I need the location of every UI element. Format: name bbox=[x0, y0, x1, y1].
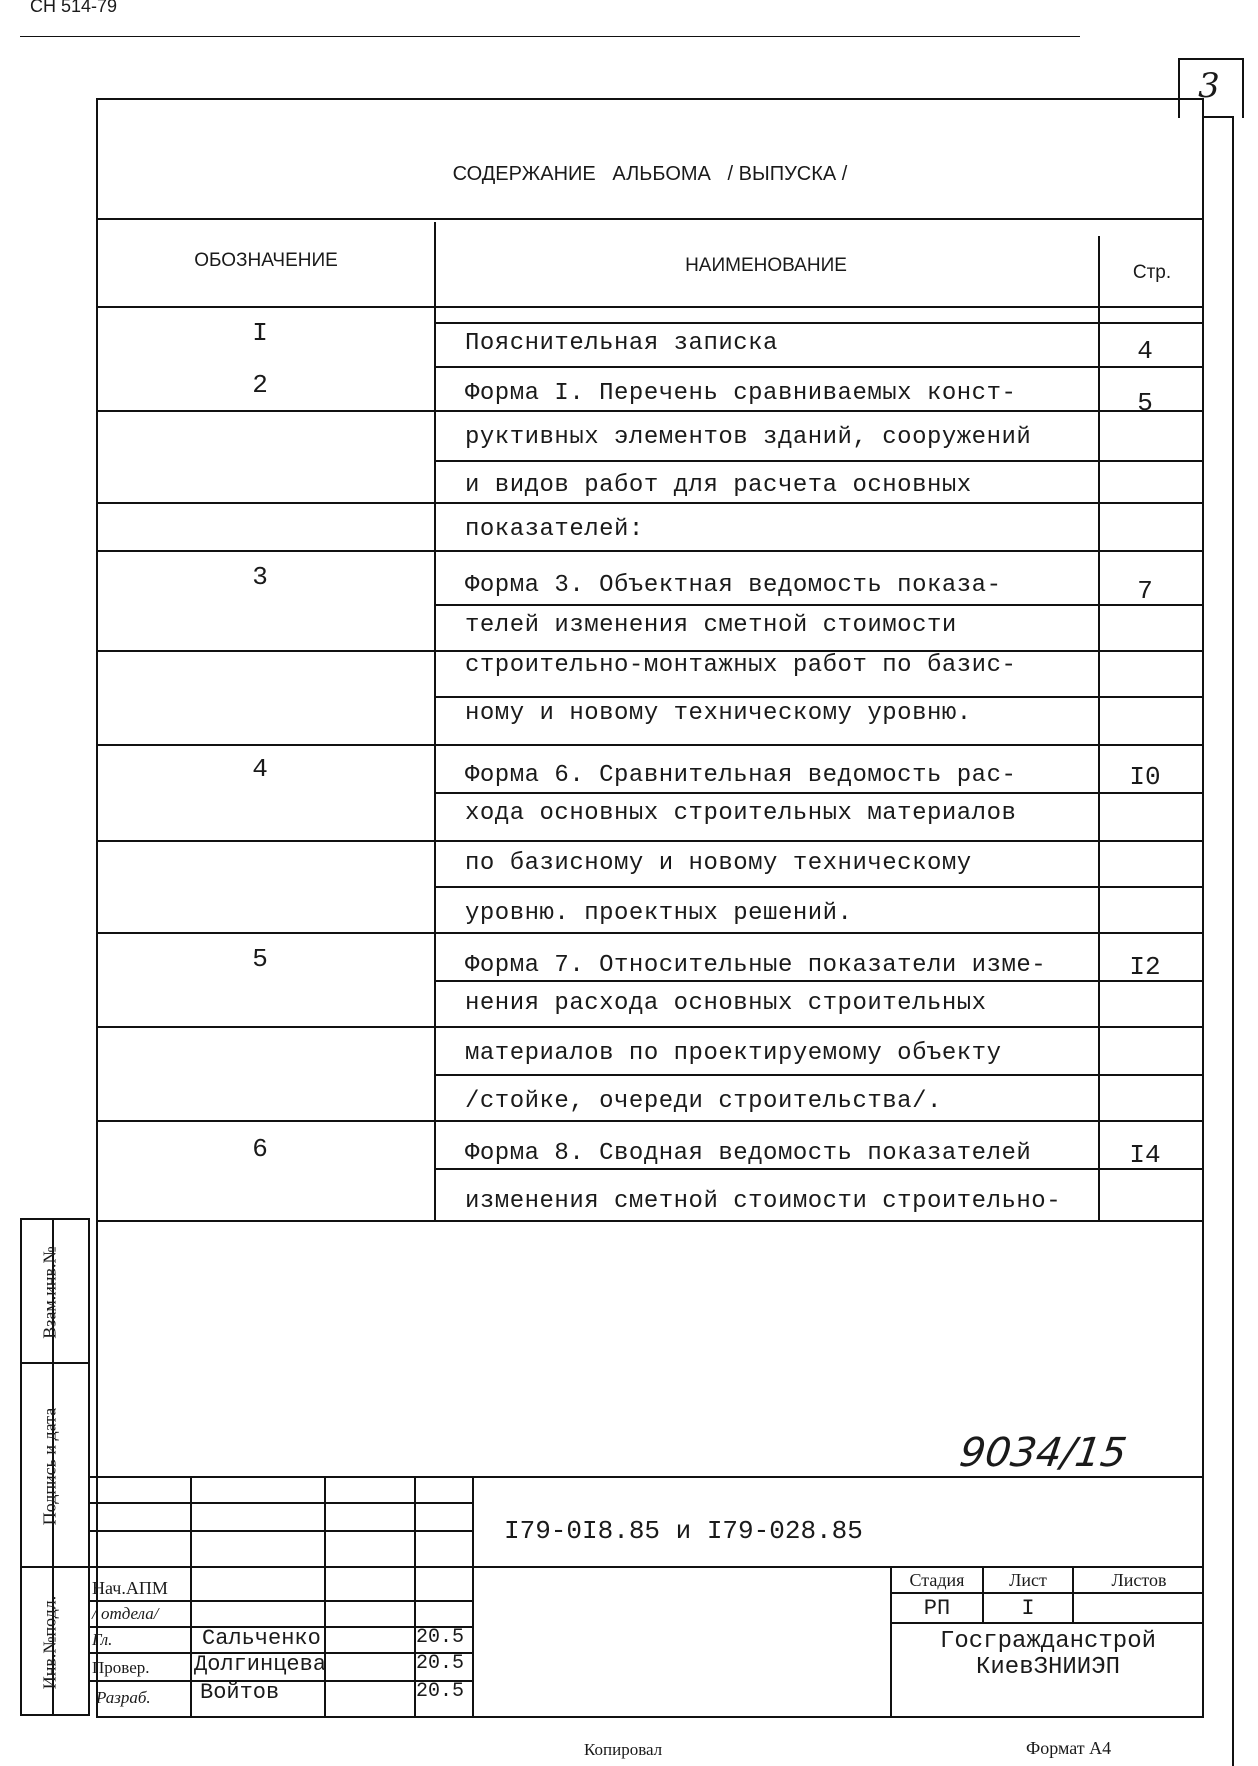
stamp-doc-number: I79-0I8.85 и I79-028.85 bbox=[504, 1516, 863, 1546]
stamp-name: Сальченко bbox=[202, 1626, 321, 1651]
entry-line: материалов по проектируемому объекту bbox=[465, 1040, 1002, 1067]
entry-line: строительно-монтажных работ по базис- bbox=[465, 652, 1017, 679]
row-line bbox=[96, 550, 1204, 552]
entry-number: 2 bbox=[252, 370, 268, 400]
row-line bbox=[436, 1168, 1204, 1170]
stamp-date: 20.5 bbox=[416, 1680, 465, 1703]
margin-divider bbox=[20, 1566, 90, 1568]
entry-number: 6 bbox=[252, 1134, 268, 1164]
entry-line: изменения сметной стоимости строительно- bbox=[465, 1188, 1062, 1215]
stamp-role: / отдела/ bbox=[92, 1604, 159, 1623]
title-underline bbox=[96, 218, 1204, 220]
stamp-right-line bbox=[890, 1592, 1204, 1594]
stamp-name: Долгинцева bbox=[194, 1652, 327, 1677]
side-label-podpis: Подпись и дата bbox=[39, 1407, 60, 1526]
stamp-organization-line: КиевЗНИИЭП bbox=[975, 1654, 1121, 1681]
col-divider-1 bbox=[434, 222, 436, 1222]
footer-format: Формат А4 bbox=[1026, 1738, 1112, 1758]
entry-page: I2 bbox=[1129, 952, 1161, 982]
entry-line: по базисному и новому техническому bbox=[465, 850, 972, 877]
stamp-sheet-value: I bbox=[1021, 1596, 1035, 1621]
header-bottom-2 bbox=[436, 322, 1204, 324]
entry-line: показателей: bbox=[465, 516, 644, 543]
stamp-header-sheet: Лист bbox=[1009, 1570, 1047, 1590]
row-line bbox=[96, 502, 1204, 504]
frame-top-right bbox=[1204, 116, 1234, 118]
row-line bbox=[436, 460, 1204, 462]
frame-outer-right bbox=[1232, 116, 1234, 1766]
stamp-role: Провер. bbox=[92, 1658, 150, 1677]
entry-line: руктивных элементов зданий, сооружений bbox=[465, 424, 1032, 451]
stamp-header-stage: Стадия bbox=[909, 1570, 965, 1590]
stamp-col bbox=[190, 1476, 192, 1718]
entry-page: 7 bbox=[1137, 576, 1153, 606]
stamp-col bbox=[472, 1476, 474, 1718]
stamp-stage-value: РП bbox=[923, 1596, 951, 1621]
entry-line: хода основных строительных материалов bbox=[465, 800, 1017, 827]
entry-line: и видов работ для расчета основных bbox=[465, 472, 972, 499]
row-line bbox=[96, 932, 1204, 934]
top-rule bbox=[20, 36, 1080, 37]
stamp-right-line bbox=[890, 1622, 1204, 1624]
entry-number: I bbox=[252, 318, 268, 348]
stamp-organization-line: Госгражданстрой bbox=[939, 1628, 1157, 1655]
footer-copied: Копировал bbox=[584, 1740, 663, 1759]
header-page: Стр. bbox=[1132, 262, 1172, 283]
entry-page: 4 bbox=[1137, 336, 1153, 366]
entry-line: Форма 7. Относительные показатели изме- bbox=[465, 952, 1047, 979]
side-label-vzam: Взам.инв.№ bbox=[39, 1246, 60, 1339]
page-mark: 3 bbox=[1198, 66, 1220, 106]
side-label-inv: Инв.№подл. bbox=[39, 1595, 60, 1690]
header-designation: ОБОЗНАЧЕНИЕ bbox=[194, 250, 338, 271]
stamp-top bbox=[88, 1476, 1204, 1478]
table-bottom bbox=[96, 1220, 1204, 1222]
row-line bbox=[436, 1074, 1204, 1076]
entry-line: /стойке, очереди строительства/. bbox=[465, 1088, 942, 1115]
stamp-header-sheets: Листов bbox=[1111, 1570, 1167, 1590]
header-bottom bbox=[96, 306, 1204, 308]
stamp-row-line bbox=[88, 1530, 474, 1532]
stamp-name: Войтов bbox=[200, 1680, 280, 1705]
row-line bbox=[96, 1120, 1204, 1122]
stamp-date: 20.5 bbox=[416, 1652, 465, 1675]
entry-page: I0 bbox=[1129, 762, 1161, 792]
row-line bbox=[436, 696, 1204, 698]
handwritten-number: 9034/15 bbox=[956, 1430, 1130, 1476]
row-line bbox=[436, 886, 1204, 888]
entry-number: 3 bbox=[252, 562, 268, 592]
entry-line: телей изменения сметной стоимости bbox=[465, 612, 957, 639]
entry-line: Форма I. Перечень сравниваемых конст- bbox=[465, 380, 1017, 407]
entry-line: Форма 6. Сравнительная ведомость рас- bbox=[465, 762, 1017, 789]
stamp-row-line bbox=[88, 1502, 474, 1504]
entry-line: нения расхода основных строительных bbox=[465, 990, 987, 1017]
entry-line: Форма 3. Объектная ведомость показа- bbox=[465, 572, 1002, 599]
row-line bbox=[436, 366, 1204, 368]
stamp-role: Гл. bbox=[92, 1630, 113, 1649]
stamp-col bbox=[324, 1476, 326, 1718]
row-line bbox=[436, 980, 1204, 982]
header-name: НАИМЕНОВАНИЕ bbox=[685, 255, 847, 276]
row-line bbox=[96, 840, 1204, 842]
entry-number: 4 bbox=[252, 754, 268, 784]
row-line bbox=[96, 410, 1204, 412]
entry-line: ному и новому техническому уровню. bbox=[465, 700, 972, 727]
row-line bbox=[96, 1026, 1204, 1028]
row-line bbox=[436, 792, 1204, 794]
entry-page: 5 bbox=[1137, 388, 1153, 418]
entry-page: I4 bbox=[1129, 1140, 1161, 1170]
row-line bbox=[96, 744, 1204, 746]
stamp-role: Нач.АПМ bbox=[92, 1578, 168, 1598]
entry-line: уровню. проектных решений. bbox=[465, 900, 853, 927]
contents-title: СОДЕРЖАНИЕ АЛЬБОМА / ВЫПУСКА / bbox=[452, 163, 848, 185]
entry-number: 5 bbox=[252, 944, 268, 974]
stamp-role: Разраб. bbox=[96, 1688, 151, 1707]
stamp-row-line bbox=[88, 1566, 1204, 1568]
stamp-date: 20.5 bbox=[416, 1626, 465, 1649]
stamp-row-line bbox=[88, 1600, 474, 1602]
row-line bbox=[436, 604, 1204, 606]
entry-line: Пояснительная записка bbox=[465, 330, 778, 357]
document-code: СН 514-79 bbox=[30, 0, 118, 16]
entry-line: Форма 8. Сводная ведомость показателей bbox=[465, 1140, 1032, 1167]
